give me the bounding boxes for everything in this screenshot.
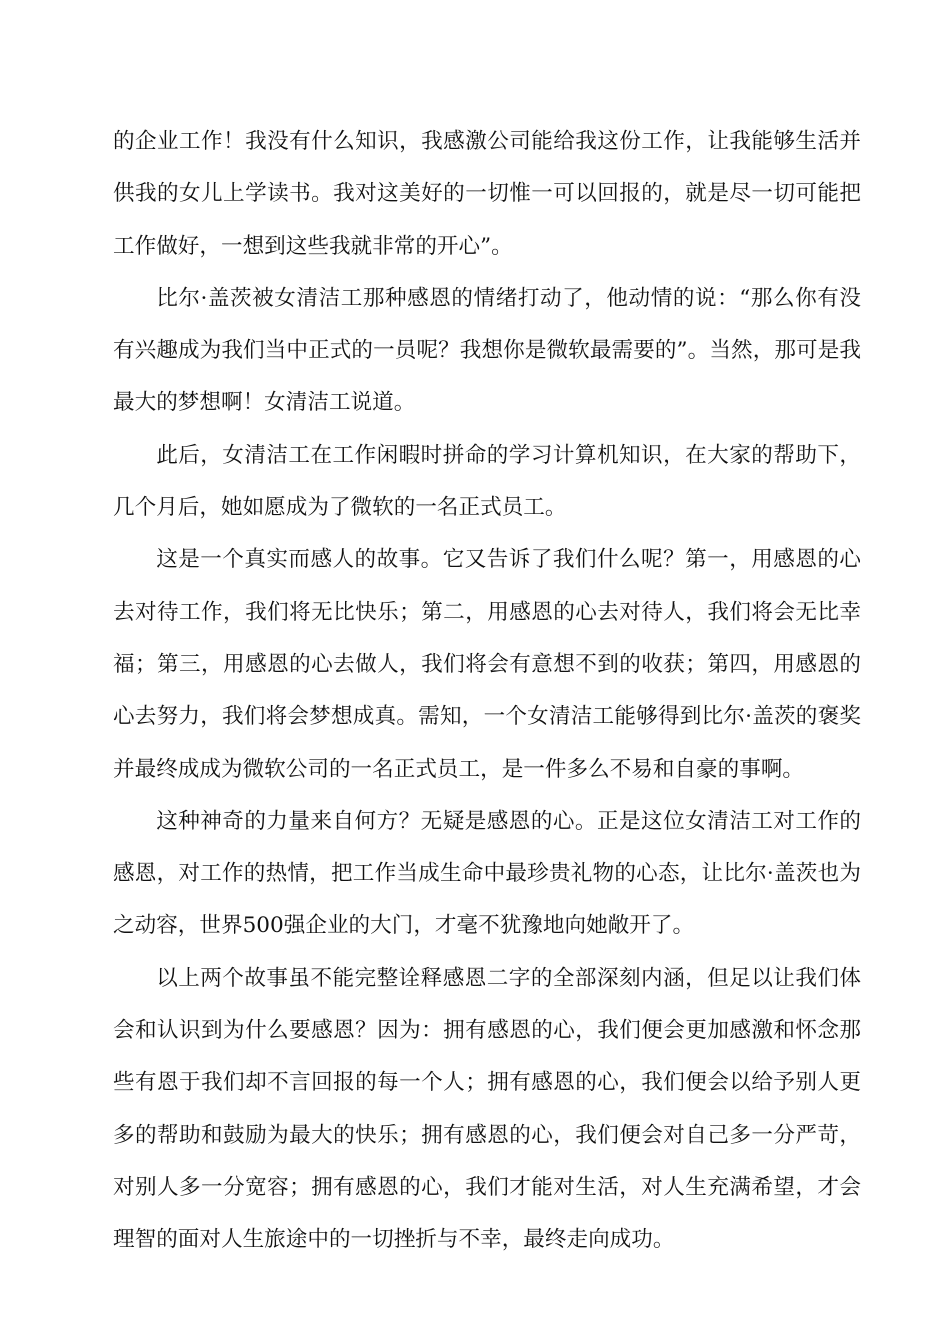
paragraph: 比尔·盖茨被女清洁工那种感恩的情绪打动了，他动情的说：“那么你有没有兴趣成为我们当中正式的一员呢？我想你是微软最需要的”。当然，那可是我最大的梦想啊！女清洁工说道。 [113, 285, 861, 416]
body-text [113, 116, 861, 1267]
paragraph: 这种神奇的力量来自何方？无疑是感恩的心。正是这位女清洁工对工作的感恩，对工作的热情，把工作当成生命中最珍贵礼物的心态，让比尔·盖茨也为之动容，世界500强企业的大门，才毫不犹豫地向她敞开了。 [113, 808, 861, 939]
paragraph: 这是一个真实而感人的故事。它又告诉了我们什么呢？第一，用感恩的心去对待工作，我们将无比快乐；第二，用感恩的心去对待人，我们将会无比幸福；第三，用感恩的心去做人，我们将会有意想不到的收获；第四，用感恩的心去努力，我们将会梦想成真。需知，一个女清洁工能够得到比尔·盖茨的褒奖并最终成成为微软公司的一名正式员工，是一件多么不易和自豪的事啊。 [113, 547, 861, 782]
paragraph: 的企业工作！我没有什么知识，我感激公司能给我这份工作，让我能够生活并供我的女儿上学读书。我对这美好的一切惟一可以回报的，就是尽一切可能把工作做好，一想到这些我就非常的开心”。 [113, 129, 861, 259]
paragraph: 以上两个故事虽不能完整诠释感恩二字的全部深刻内涵，但足以让我们体会和认识到为什么要感恩？因为：拥有感恩的心，我们便会更加感激和怀念那些有恩于我们却不言回报的每一个人；拥有感恩的心，我们便会以给予别人更多的帮助和鼓励为最大的快乐；拥有感恩的心，我们便会对自己多一分严苛，对别人多一分宽容；拥有感恩的心，我们才能对生活，对人生充满希望，才会理智的面对人生旅途中的一切挫折与不幸，最终走向成功。 [113, 965, 861, 1253]
paragraph: 此后，女清洁工在工作闲暇时拼命的学习计算机知识，在大家的帮助下，几个月后，她如愿成为了微软的一名正式员工。 [113, 442, 861, 521]
